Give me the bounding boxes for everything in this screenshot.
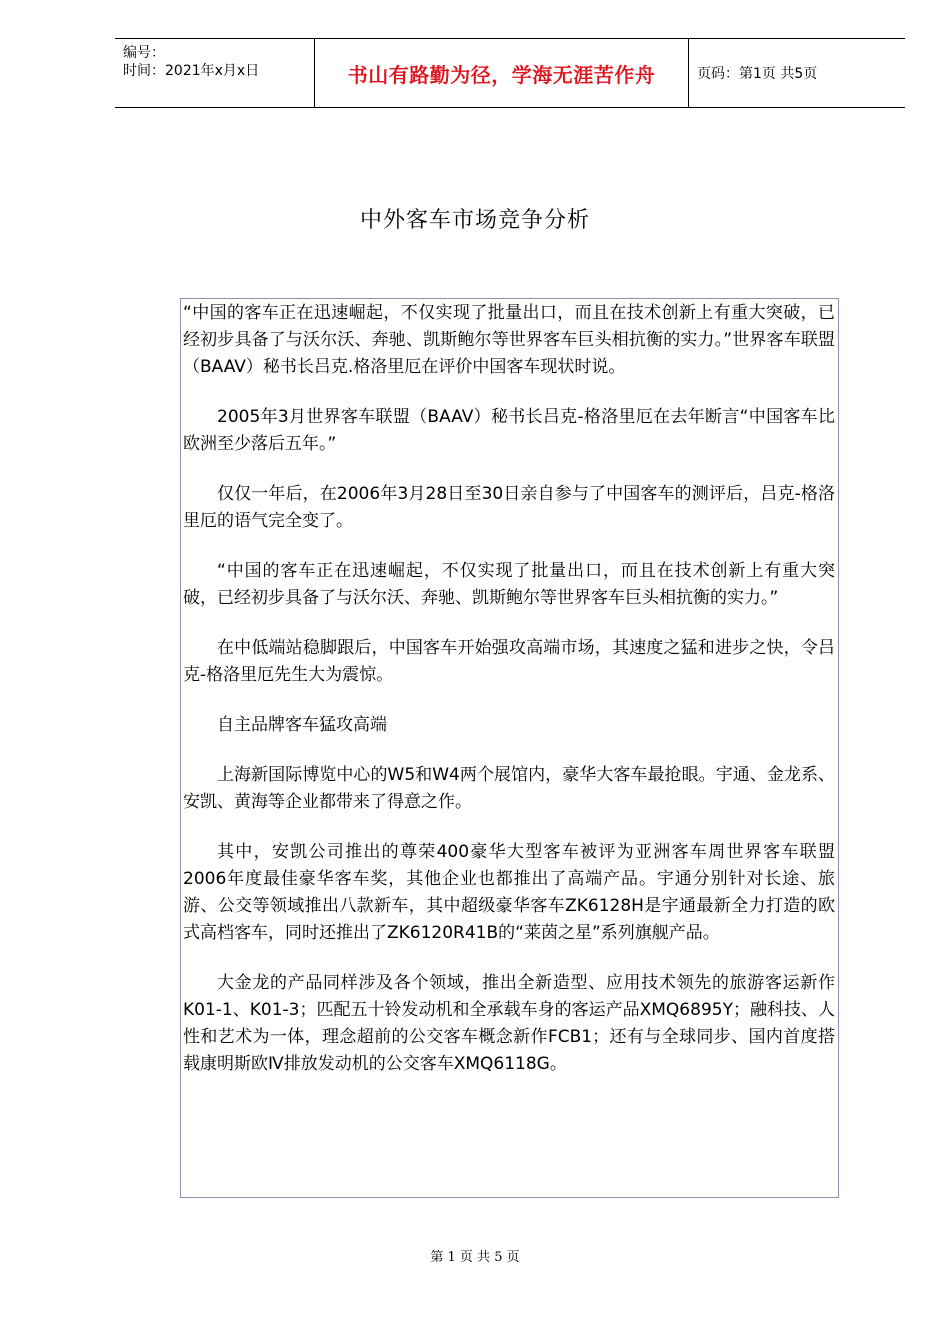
document-title: 中外客车市场竞争分析 — [359, 208, 590, 233]
paragraph-7: 其中，安凯公司推出的尊荣400豪华大型客车被评为亚洲客车周世界客车联盟2006年度最佳豪华客车奖，其他企业也都推出了高端产品。宇通分别针对长途、旅游、公交等领域推出八款新车，其中超级豪华客车ZK6128H是宇通最新全力打造的欧式高档客车，同时还推出了ZK6120R41B的“莱茵之星”系列旗舰产品。 — [183, 842, 835, 943]
header-table — [115, 38, 905, 108]
page-footer: 第 1 页 共 5 页 — [430, 1250, 520, 1265]
header-page-cell — [689, 39, 905, 107]
paragraph-1: “中国的客车正在迅速崛起，不仅实现了批量出口，而且在技术创新上有重大突破，已经初步具备了与沃尔沃、奔驰、凯斯鲍尔等世界客车巨头相抗衡的实力。”世界客车联盟（BAAV）秘书长吕克.格洛里厄在评价中国客车现状时说。 — [183, 303, 835, 377]
paragraph-3: 仅仅一年后，在2006年3月28日至30日亲自参与了中国客车的测评后，吕克-格洛里厄的语气完全变了。 — [183, 484, 835, 531]
header-motto-cell — [315, 39, 689, 107]
document-body — [183, 300, 835, 1078]
paragraph-5: 在中低端站稳脚跟后，中国客车开始强攻高端市场，其速度之猛和进步之快，令吕克-格洛里厄先生大为震惊。 — [183, 638, 835, 685]
number-label: 编号： — [123, 45, 165, 61]
paragraph-6: 上海新国际博览中心的W5和W4两个展馆内，豪华大客车最抢眼。宇通、金龙系、安凯、黄海等企业都带来了得意之作。 — [183, 765, 835, 812]
motto-text: 书山有路勤为径，学海无涯苦作舟 — [347, 62, 656, 87]
paragraph-8: 大金龙的产品同样涉及各个领域，推出全新造型、应用技术领先的旅游客运新作K01-1、K01-3；匹配五十铃发动机和全承载车身的客运产品XMQ6895Y；融科技、人性和艺术为一体，理念超前的公交客车概念新作FCB1；还有与全球同步、国内首度搭载康明斯欧Ⅳ排放发动机的公交客车XMQ6118G。 — [183, 973, 835, 1074]
paragraph-4: “中国的客车正在迅速崛起，不仅实现了批量出口，而且在技术创新上有重大突破，已经初步具备了与沃尔沃、奔驰、凯斯鲍尔等世界客车巨头相抗衡的实力。” — [183, 561, 835, 608]
paragraph-2: 2005年3月世界客车联盟（BAAV）秘书长吕克-格洛里厄在去年断言“中国客车比欧洲至少落后五年。” — [183, 407, 835, 454]
page-info: 页码：第1页 共5页 — [697, 66, 818, 82]
time-label: 时间：2021年x月x日 — [123, 63, 260, 79]
section-heading: 自主品牌客车猛攻高端 — [217, 715, 387, 735]
header-meta-cell — [115, 39, 315, 107]
